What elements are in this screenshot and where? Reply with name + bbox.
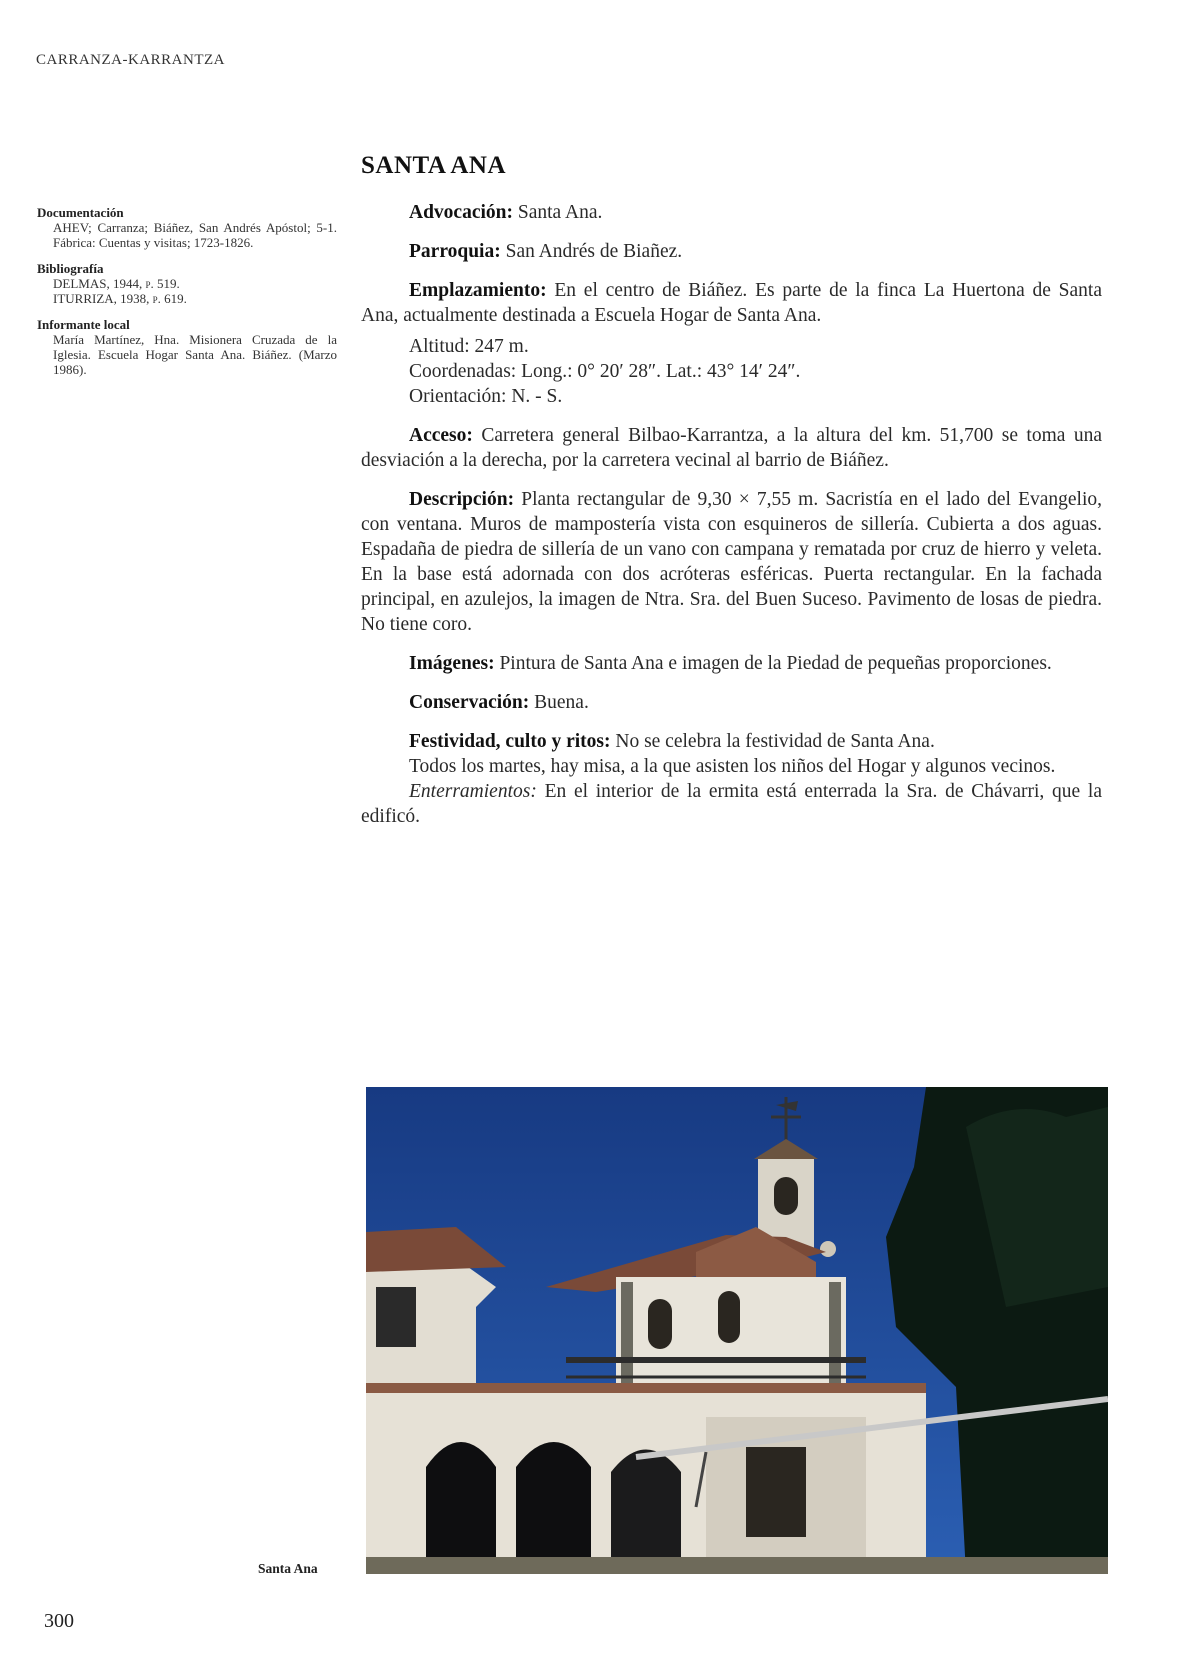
- enterramientos-label: Enterramientos:: [409, 781, 537, 802]
- imagenes-label: Imágenes:: [409, 653, 495, 674]
- page-title: SANTA ANA: [361, 152, 507, 179]
- imagenes-text: Pintura de Santa Ana e imagen de la Piedad de pequeñas proporciones.: [499, 653, 1052, 674]
- sidebar-notes: [37, 205, 337, 388]
- running-head: CARRANZA-KARRANTZA: [36, 52, 225, 68]
- acceso-text: Carretera general Bilbao-Karrantza, a la altura del km. 51,700 se toma una desviación a la derecha, por la carretera vecinal al barrio de Biáñez.: [361, 425, 1102, 471]
- informante-text: María Martínez, Hna. Misionera Cruzada de la Iglesia. Escuela Hogar Santa Ana. Biáñez. (Marzo 1986).: [53, 332, 337, 377]
- parroquia-text: San Andrés de Biañez.: [505, 241, 683, 262]
- orientacion-line: Orientación: N. - S.: [409, 386, 563, 407]
- altitud-line: Altitud: 247 m.: [409, 336, 529, 357]
- coordenadas-line: Coordenadas: Long.: 0° 20′ 28″. Lat.: 43° 14′ 24″.: [409, 361, 801, 382]
- descripcion-label: Descripción:: [409, 489, 515, 510]
- chapel-photo: [366, 1087, 1108, 1574]
- descripcion-text: Planta rectangular de 9,30 × 7,55 m. Sacristía en el lado del Evangelio, con ventana. Muros de mampostería vista con esquineros de sillería. Cubierta a dos aguas. Espadaña de piedra de sillería de un vano con campana y rematada por cruz de hierro y veleta. En la base está adornada con dos acróteras esféricas. Puerta rectangular. En la fachada principal, en azulejos, la imagen de Ntra. Sra. del Buen Suceso. Pavimento de losas de piedra. No tiene coro.: [361, 489, 1102, 635]
- enterramientos-paragraph: [361, 779, 1102, 829]
- page-number: 300: [44, 1610, 74, 1632]
- location-group: [361, 334, 1102, 409]
- imagenes-paragraph: [361, 651, 1102, 676]
- festividad-label: Festividad, culto y ritos:: [409, 731, 611, 752]
- bibliografia-entry: DELMAS, 1944, p. 519.: [53, 276, 180, 291]
- bibliografia-entry: ITURRIZA, 1938, p. 619.: [53, 291, 187, 306]
- parroquia-paragraph: [361, 239, 1102, 264]
- acceso-paragraph: [361, 423, 1102, 473]
- conservacion-text: Buena.: [534, 692, 589, 713]
- parroquia-label: Parroquia:: [409, 241, 501, 262]
- bibliografia-heading: Bibliografía: [37, 261, 104, 276]
- conservacion-paragraph: [361, 690, 1102, 715]
- advocacion-text: Santa Ana.: [517, 202, 603, 223]
- advocacion-paragraph: [361, 200, 1102, 225]
- informante-heading: Informante local: [37, 317, 130, 332]
- informante-block: [37, 317, 337, 377]
- documentacion-text: AHEV; Carranza; Biáñez, San Andrés Apóstol; 5-1. Fábrica: Cuentas y visitas; 1723-1826.: [53, 220, 337, 250]
- emplazamiento-label: Emplazamiento:: [409, 280, 547, 301]
- festividad-text: No se celebra la festividad de Santa Ana.: [615, 731, 935, 752]
- emplazamiento-text: En el centro de Biáñez. Es parte de la finca La Huertona de Santa Ana, actualmente destinada a Escuela Hogar de Santa Ana.: [361, 280, 1102, 326]
- photo-caption: Santa Ana: [258, 1561, 318, 1576]
- martes-paragraph: Todos los martes, hay misa, a la que asisten los niños del Hogar y algunos vecinos.: [409, 756, 1056, 777]
- documentacion-heading: Documentación: [37, 205, 124, 220]
- documentacion-block: [37, 205, 337, 250]
- emplazamiento-paragraph: [361, 278, 1102, 328]
- main-text: [361, 200, 1102, 829]
- conservacion-label: Conservación:: [409, 692, 530, 713]
- festividad-paragraph: [361, 729, 1102, 754]
- acceso-label: Acceso:: [409, 425, 473, 446]
- descripcion-paragraph: [361, 487, 1102, 637]
- bibliografia-block: [37, 261, 337, 306]
- enterramientos-text: En el interior de la ermita está enterrada la Sra. de Chávarri, que la edificó.: [361, 781, 1102, 827]
- advocacion-label: Advocación:: [409, 202, 513, 223]
